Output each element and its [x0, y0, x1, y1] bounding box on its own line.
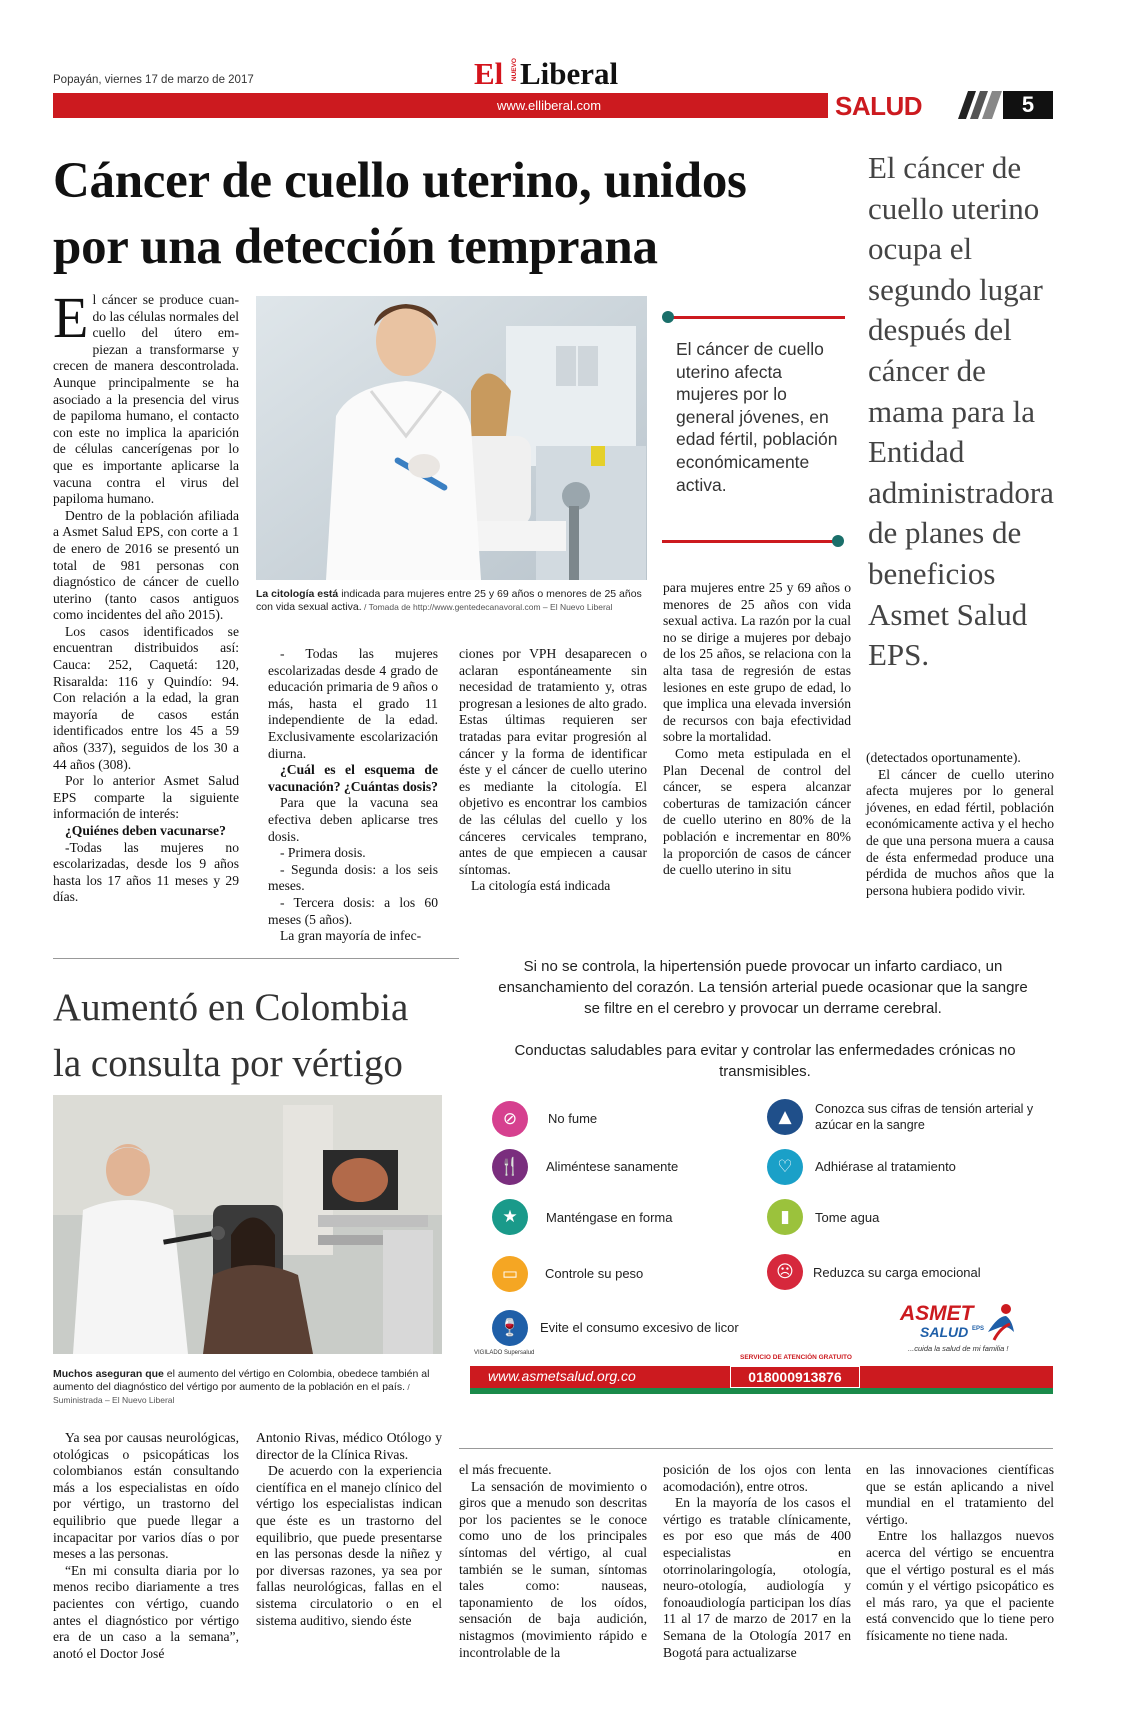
article2-column-5: [866, 1462, 1054, 1645]
caption-text: indicada para mujeres entre 25 y 69 años o menores de 25 años con vida sexual activa.: [256, 588, 642, 613]
asmet-logo: [900, 1302, 1030, 1358]
article1-col3-p2: La citología está indicada: [471, 878, 611, 894]
article2-col4-p1: posición de los ojos con lenta acomodación), entre otros.: [663, 1462, 851, 1494]
caption-bold: La citología está: [256, 588, 339, 600]
dropcap: E: [53, 285, 89, 350]
stethoscope-icon: ♡: [767, 1149, 803, 1185]
ad-subtitle: Conductas saludables para evitar y controlar las enfermedades crónicas no transmisibles.: [514, 1042, 1016, 1080]
article1-column-3: [459, 646, 647, 895]
article1-column-5: [866, 750, 1054, 899]
ad-item-label: Manténgase en forma: [546, 1210, 673, 1225]
article1-col1-p3: Los casos identificados se encuentran distribuidos así: Cauca: 252, Caquetá: 120, Risaralda: 116 y Quindío: 94. Con relación a la edad, la gran mayoría de casos están identificados entre los 45 a 59 años (337), seguidos de los 30 a 44 años (308).: [53, 623, 239, 772]
logo-nuevo: NUEVO: [511, 58, 518, 82]
article1-col1-p5: -Todas las mujeres no escolarizadas, desde los 9 años hasta los 17 años 11 meses y 29 días.: [53, 839, 239, 905]
exercise-icon: ★: [492, 1199, 528, 1235]
stripes-graphic: [958, 91, 1002, 119]
article1-col2-p5: - Tercera dosis: a los 60 meses (5 años).: [268, 894, 438, 927]
vertigo-photo-illustration: [53, 1095, 442, 1354]
article1-col1-p4: Por lo anterior Asmet Salud EPS comparte la siguiente información de interés:: [53, 773, 239, 822]
header-date: Popayán, viernes 17 de marzo de 2017: [53, 74, 254, 86]
ad-item-label: Adhiérase al tratamiento: [815, 1159, 956, 1174]
water-bottle-icon: ▮: [767, 1199, 803, 1235]
article2-headline-line1: Aumentó en Colombia: [53, 986, 409, 1029]
article2-headline-line2: la consulta por vértigo: [53, 1042, 403, 1085]
ad-vigilado: VIGILADO Supersalud: [474, 1350, 535, 1356]
ad-item-label: Evite el consumo excesivo de licor: [540, 1320, 739, 1335]
ad-phone[interactable]: [730, 1366, 860, 1388]
article1-headline-line2: por una detección temprana: [53, 219, 658, 275]
page-number: 5: [1021, 92, 1035, 117]
article1-col5-p2: El cáncer de cuello uterino afecta mujeres por lo general jóvenes, en edad fértil, población económicamente activa y el hecho de que una persona muera a causa de ésta enfermedad produce una pérdida de muchos años que la persona hubiera podido vivir.: [866, 766, 1054, 898]
ad-item-label: No fume: [548, 1111, 598, 1126]
article1-column-4: [663, 580, 851, 879]
text-span: piezan a transformarse y crecen de manera descontrolada. Aunque principalmente se ha asociado a la presencia del virus de papiloma humano, el contacto con este no implica la aparición de células cancerígenas por lo que es importante aplicarse la vacuna contra el virus del papiloma humano.: [53, 341, 239, 507]
article1-col3-p1: ciones por VPH desaparecen o aclaran espontáneamente sin necesidad de tratamiento y, otras progresan a lesiones de alto grado. Estas últimas requieren ser tratadas para evitar progresión al cáncer y la forma de identificar éste y el cáncer de cuello uterino es mediante la citología. El objetivo es encontrar los cambios de las células del cuello y los cánceres cervicales temprano, antes de que empiecen a causar síntomas.: [459, 646, 647, 877]
pullquote-top-dot: [662, 311, 674, 323]
no-smoking-icon: ⊘: [492, 1101, 528, 1137]
section-stripes: [958, 91, 1002, 119]
article1-col5-p1: (detectados oportunamente).: [866, 750, 1021, 765]
logo-eps-text: EPS: [972, 1326, 985, 1332]
pullquote-top-rule: [664, 316, 845, 319]
article1-photo: [256, 296, 647, 580]
article2-col5-p1: en las innovaciones científicas que se están aplicando a nivel mundial en el tratamiento del vértigo.: [866, 1462, 1054, 1527]
ad-intro: Si no se controla, la hipertensión puede provocar un infarto cardiaco, un ensanchamiento del corazón. La tensión arterial puede ocasionar que la sangre se filtre en el cerebro y provocar un derrame cerebral.: [498, 958, 1028, 1017]
text-span: l cáncer se produce cuan-: [92, 292, 239, 307]
ad-item-label: Aliméntese sanamente: [546, 1159, 679, 1174]
page-number-box: [1003, 91, 1053, 119]
article2-photo: [53, 1095, 442, 1354]
food-icon: 🍴: [492, 1149, 528, 1185]
chart-icon: ▲: [767, 1099, 803, 1135]
face-icon: ☹: [767, 1254, 803, 1290]
text-span: do las células normales: [92, 308, 219, 324]
article2-col3-p1: el más frecuente.: [459, 1462, 552, 1477]
section-divider: [53, 958, 459, 959]
logo-asmet-text: ASMET: [900, 1302, 974, 1325]
article2-col4-p2: En la mayoría de los casos el vértigo es tratable clínicamente, es por eso que más de 400 especialistas en otorrinolaringología, otología, neuro-otología, audiología y fonoaudiología participan los días 11 al 17 de marzo de 2017 en la Semana de la Otología 2017 en Bogotá para actualizarse: [663, 1495, 851, 1660]
article1-col4-p2: Como meta estipulada en el Plan Decenal de control del cáncer, se espera alcanzar coberturas de tamización cáncer de cuello uterino en 80% de la población e incrementar en 80% la proporción de casos de cáncer de cuello uterino in situ: [663, 745, 851, 878]
ad-bottom-stripe: [470, 1388, 1053, 1394]
article1-col2-p6: La gran mayoría de infec-: [280, 928, 422, 944]
article2-column-4: [663, 1462, 851, 1661]
ad-item-label: Conozca sus cifras de tensión arterial y azúcar en la sangre: [815, 1102, 1034, 1132]
caption-credit: / Tomada de http://www.gentedecanavoral.com – El Nuevo Liberal: [361, 602, 613, 612]
logo-liberal: Liberal: [520, 56, 619, 91]
article1-col4-p1: para mujeres entre 25 y 69 años o menores de 25 años con vida sexual activa. La razón por la cual no se dirige a mujeres por debajo de los 25 años, se relaciona con la alta tasa de regresión de estas lesiones en este grupo de edad, lo que implica una elevada inversión de recursos con baja efectividad sobre la mortalidad.: [663, 580, 851, 745]
ad-item-label: Tome agua: [815, 1210, 880, 1225]
article1-col1-p2: Dentro de la población afiliada a Asmet Salud EPS, con corte a 1 de enero de 2016 se presentó un total de 981 personas con diagnóstico de cáncer de cuello uterino (tanto casos antiguos como incidentes del año 2015).: [53, 507, 239, 623]
caption-credit: / Suministrada – El Nuevo Liberal: [53, 1382, 410, 1405]
article2-col1-p2: “En mi consulta diaria por lo menos recibo diariamente a tres pacientes con vértigo, cuando antes el diagnóstico por vértigo era de un caso a la semana”, anotó el Doctor José: [53, 1562, 239, 1661]
logo-el: El: [474, 56, 504, 91]
ad-item-label: Controle su peso: [545, 1266, 644, 1281]
side-quote: El cáncer de cuello uterino ocupa el segundo lugar después del cáncer de mama para la Entidad administradora de planes de beneficios Asmet Salud EPS.: [868, 150, 1054, 673]
ad-phone-number: 018000913876: [748, 1369, 842, 1385]
article2-column-1: [53, 1430, 239, 1662]
article1-column-1: [53, 285, 239, 906]
scale-icon: ▭: [492, 1256, 528, 1292]
section-label: SALUD: [835, 91, 923, 121]
article2-col1-p1: Ya sea por causas neurológicas, otológicas o psicopáticas los colombianos están consultando más a los especialistas en oído por vértigo, un trastorno del equilibrio que puede llegar a incapacitar por varios días o por meses a las personas.: [53, 1430, 239, 1562]
caption-text: el aumento del vértigo en Colombia, obedece también al aumento del diagnóstico del vértigo por aumento de la población en el país.: [53, 1368, 430, 1393]
logo-figure-icon: [984, 1302, 1018, 1342]
article2-photo-caption: [53, 1368, 443, 1407]
article2-column-3: [459, 1462, 647, 1661]
article1-headline: [53, 148, 747, 280]
logo-salud-text: SALUD: [920, 1324, 969, 1340]
advertisement: [470, 948, 1053, 1418]
article1-headline-line1: Cáncer de cuello uterino, unidos: [53, 153, 747, 209]
article1-col2-p4: - Segunda dosis: a los seis meses.: [268, 861, 438, 894]
pullquote-bottom-rule: [662, 540, 843, 543]
article1-col2-question: ¿Cuál es el esquema de vacunación? ¿Cuántas dosis?: [268, 762, 438, 794]
article2-col5-p2: Entre los hallazgos nuevos acerca del vértigo se encuentra que el vértigo postural es el más común y el vértigo psicopático es el más raro, ya que el paciente está convencido que lo tiene pero físicamente no tiene nada.: [866, 1528, 1054, 1643]
header-red-band: [53, 93, 828, 118]
pullquote: El cáncer de cuello uterino afecta mujeres por lo general jóvenes, en edad fértil, población económicamente activa.: [676, 339, 838, 495]
pullquote-bottom-dot: [832, 535, 844, 547]
ad-website[interactable]: www.asmetsalud.org.co: [488, 1368, 636, 1384]
text-span: del cuello del útero em-: [92, 308, 239, 341]
article1-column-2: [268, 646, 438, 945]
article1-col1-question: ¿Quiénes deben vacunarse?: [65, 823, 226, 838]
ad-item-label: Reduzca su carga emocional: [813, 1265, 981, 1280]
article1-photo-caption: [256, 588, 648, 614]
article1-col2-p3: - Primera dosis.: [280, 845, 366, 861]
ad-service-label: SERVICIO DE ATENCIÓN GRATUITO: [740, 1354, 852, 1361]
article2-col3-p2: La sensación de movimiento o giros que a menudo son descritas por los pacientes se le conoce como uno de los principales síntomas del vértigo, al cual también se le suman, síntomas tales como: nauseas, taponamiento de los oídos, sensación de baja audición, nistagmos (movimiento rápido e incontrolable de la: [459, 1478, 647, 1660]
wine-glass-icon: 🍷: [492, 1310, 528, 1346]
article2-col2-p1: Antonio Rivas, médico Otólogo y director de la Clínica Rivas.: [256, 1430, 442, 1462]
article2-headline: [53, 980, 408, 1092]
article2-divider: [459, 1448, 1053, 1449]
article2-column-2: [256, 1430, 442, 1629]
masthead-logo: [474, 56, 634, 90]
article1-col2-p1: - Todas las mujeres escolarizadas desde 4 grado de educación primaria de 9 años o más, hasta el grado 11 independiente de la edad. Exclusivamente escolarización diurna.: [268, 646, 438, 761]
caption-bold: Muchos aseguran que: [53, 1368, 164, 1380]
logo-tagline: ...cuida la salud de mi familia !: [908, 1344, 1009, 1353]
header-url[interactable]: www.elliberal.com: [497, 98, 602, 113]
article2-col2-p2: De acuerdo con la experiencia científica en el manejo clínico del vértigo los especialistas indican que éste es un trastorno del equilibrio, que puede presentarse en las personas desde la niñez y por diversas razones, ya sea por fallas neurológicas, fallas en el sistema circulatorio o en el sistema auditivo, siendo éste: [256, 1463, 442, 1628]
citology-photo-illustration: [256, 296, 647, 580]
article1-col2-p2: Para que la vacuna sea efectiva deben aplicarse tres dosis.: [268, 795, 438, 844]
